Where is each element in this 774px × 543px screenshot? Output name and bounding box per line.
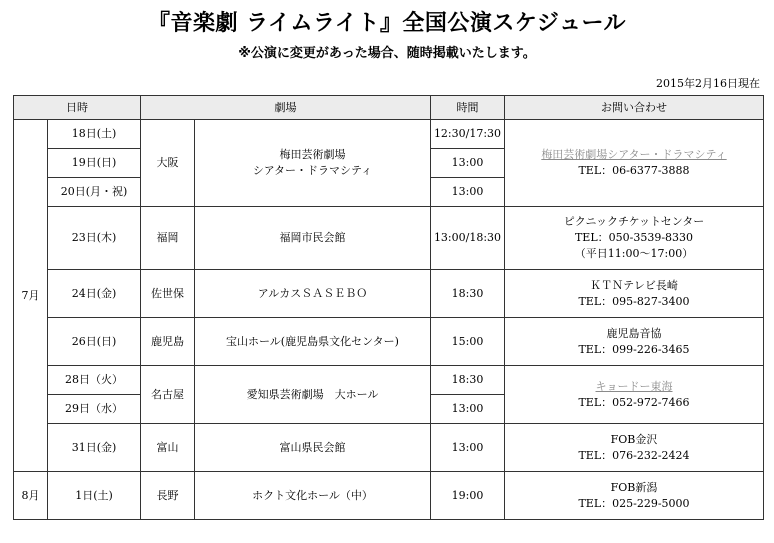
schedule-table (13, 95, 764, 520)
col-header-date: 日時 (14, 96, 141, 120)
date-cell: 19日(日) (48, 149, 141, 178)
date-cell: 28日（火） (48, 366, 141, 395)
month-cell-august: 8月 (14, 472, 48, 520)
as-of-date: 2015年2月16日現在 (656, 77, 760, 90)
time-cell: 12:30/17:30 (431, 120, 505, 149)
contact-link[interactable]: キョードー東海 (595, 379, 673, 393)
contact-name: FOB金沢 (610, 432, 658, 446)
date-cell: 24日(金) (48, 270, 141, 318)
col-header-time: 時間 (431, 96, 505, 120)
contact-tel: TEL：095-827-3400 (578, 294, 690, 308)
table-row (14, 366, 764, 395)
contact-tel: TEL：076-232-2424 (578, 448, 690, 462)
table-row (14, 472, 764, 520)
table-row (14, 120, 764, 149)
contact-note: （平日11:00～17:00） (574, 246, 694, 260)
contact-cell (505, 366, 764, 424)
contact-name: FOB新潟 (610, 480, 658, 494)
contact-name: ピクニックチケットセンター (563, 215, 705, 229)
contact-tel: TEL：050-3539-8330 (574, 231, 694, 245)
table-row (14, 270, 764, 318)
page-subtitle: ※公演に変更があった場合、随時掲載いたします。 (238, 46, 536, 61)
month-cell-july: 7月 (14, 120, 48, 472)
venue-name: 梅田芸術劇場 (279, 148, 346, 162)
contact-link[interactable]: 梅田芸術劇場シアター・ドラマシティ (541, 148, 727, 162)
table-header-row (14, 96, 764, 120)
contact-tel: TEL：025-229-5000 (578, 496, 690, 510)
date-cell: 31日(金) (48, 424, 141, 472)
venue-name-sub: シアター・ドラマシティ (252, 164, 373, 177)
city-cell: 佐世保 (141, 270, 195, 318)
contact-name: ＫＴＮテレビ長崎 (590, 278, 678, 292)
venue-cell: 福岡市民会館 (195, 207, 431, 270)
time-cell: 18:30 (431, 366, 505, 395)
time-cell: 13:00/18:30 (431, 207, 505, 270)
col-header-contact: お問い合わせ (505, 96, 764, 120)
contact-cell (505, 270, 764, 318)
contact-cell (505, 424, 764, 472)
page-title: 『音楽劇 ライムライト』全国公演スケジュール (147, 11, 627, 36)
time-cell: 13:00 (431, 178, 505, 207)
venue-cell: アルカスＳＡＳＥＢＯ (195, 270, 431, 318)
table-row (14, 207, 764, 270)
time-cell: 15:00 (431, 318, 505, 366)
venue-cell: 宝山ホール(鹿児島県文化センター) (195, 318, 431, 366)
city-cell: 福岡 (141, 207, 195, 270)
time-cell: 13:00 (431, 395, 505, 424)
date-cell: 20日(月・祝) (48, 178, 141, 207)
contact-tel: TEL：06-6377-3888 (578, 164, 690, 177)
venue-cell (195, 120, 431, 207)
city-cell: 鹿児島 (141, 318, 195, 366)
contact-tel: TEL：052-972-7466 (578, 395, 690, 409)
time-cell: 18:30 (431, 270, 505, 318)
col-header-venue: 劇場 (141, 96, 431, 120)
city-cell: 長野 (141, 472, 195, 520)
contact-name: 鹿児島音協 (606, 326, 662, 340)
table-row (14, 424, 764, 472)
contact-tel: TEL：099-226-3465 (578, 342, 690, 356)
venue-cell: ホクト文化ホール（中） (195, 472, 431, 520)
contact-cell (505, 318, 764, 366)
date-cell: 18日(土) (48, 120, 141, 149)
date-cell: 26日(日) (48, 318, 141, 366)
date-cell: 23日(木) (48, 207, 141, 270)
time-cell: 19:00 (431, 472, 505, 520)
date-cell: 29日（水） (48, 395, 141, 424)
city-cell: 大阪 (141, 120, 195, 207)
city-cell: 富山 (141, 424, 195, 472)
venue-cell: 愛知県芸術劇場 大ホール (195, 366, 431, 424)
city-cell: 名古屋 (141, 366, 195, 424)
table-row (14, 318, 764, 366)
venue-cell: 富山県民会館 (195, 424, 431, 472)
time-cell: 13:00 (431, 149, 505, 178)
time-cell: 13:00 (431, 424, 505, 472)
contact-cell (505, 120, 764, 207)
contact-cell (505, 207, 764, 270)
contact-cell (505, 472, 764, 520)
date-cell: 1日(土) (48, 472, 141, 520)
